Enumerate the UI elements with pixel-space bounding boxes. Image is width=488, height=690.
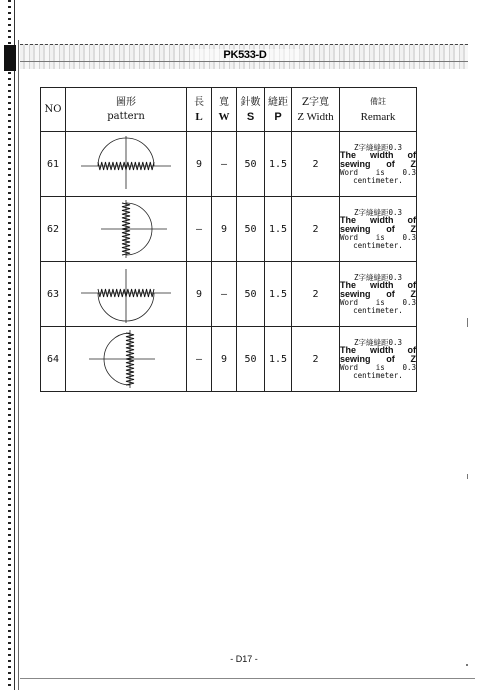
zwidth-value: 2: [292, 327, 340, 392]
col-header-remark: 備註 Remark: [340, 88, 417, 132]
pattern-cell: [66, 327, 187, 392]
binding-line: [14, 0, 15, 690]
page-binding-edge: [0, 0, 24, 690]
remark-text: Z字縫縫距0.3 The width of sewing of Z Word is 0.3 centimeter.: [340, 132, 417, 197]
stitch-spec-table: [40, 87, 417, 392]
pattern-cell: [66, 197, 187, 262]
col-header-pattern: 圖形 pattern: [66, 88, 187, 132]
table-row: [41, 262, 417, 327]
col-header-stitches: 針數 S: [237, 88, 265, 132]
remark-text: Z字縫縫距0.3 The width of sewing of Z Word is 0.3 centimeter.: [340, 262, 417, 327]
col-header-zwidth: Z字寬 Z Width: [292, 88, 340, 132]
col-header-no: NO: [41, 88, 66, 132]
binding-line: [18, 40, 19, 690]
pitch-value: 1.5: [265, 327, 292, 392]
scan-speck: [467, 318, 468, 327]
remark-text: Z字縫縫距0.3 The width of sewing of Z Word is 0.3 centimeter.: [340, 197, 417, 262]
row-number: 61: [41, 132, 66, 197]
binding-dots: [8, 0, 11, 690]
vertical-zigzag-right-half-circle-icon: [71, 198, 181, 260]
width-value: —: [212, 262, 237, 327]
horizontal-zigzag-top-half-circle-icon: [71, 133, 181, 195]
table-header-row: [41, 88, 417, 132]
stitches-value: 50: [237, 262, 265, 327]
row-number: 64: [41, 327, 66, 392]
horizontal-zigzag-bottom-half-circle-icon: [71, 263, 181, 325]
length-value: 9: [187, 262, 212, 327]
header-band: [20, 44, 468, 69]
width-value: —: [212, 132, 237, 197]
length-value: 9: [187, 132, 212, 197]
zwidth-value: 2: [292, 262, 340, 327]
row-number: 62: [41, 197, 66, 262]
col-header-length: 長 L: [187, 88, 212, 132]
table-row: [41, 197, 417, 262]
zwidth-value: 2: [292, 197, 340, 262]
row-number: 63: [41, 262, 66, 327]
width-value: 9: [212, 327, 237, 392]
header-underline: [20, 61, 468, 62]
pitch-value: 1.5: [265, 262, 292, 327]
length-value: —: [187, 327, 212, 392]
vertical-zigzag-left-half-circle-icon: [71, 328, 181, 390]
table-row: [41, 327, 417, 392]
pattern-cell: [66, 132, 187, 197]
stitches-value: 50: [237, 197, 265, 262]
model-title: PK533-D: [190, 49, 300, 61]
width-value: 9: [212, 197, 237, 262]
col-header-width: 寬 W: [212, 88, 237, 132]
col-header-pitch: 縫距 P: [265, 88, 292, 132]
stitches-value: 50: [237, 327, 265, 392]
zwidth-value: 2: [292, 132, 340, 197]
pattern-cell: [66, 262, 187, 327]
bottom-rule: [20, 678, 475, 679]
pitch-value: 1.5: [265, 132, 292, 197]
binding-tab-mark: [4, 45, 16, 71]
scan-speck: [466, 664, 468, 666]
scan-speck: [467, 474, 468, 479]
stitches-value: 50: [237, 132, 265, 197]
table-row: [41, 132, 417, 197]
page-number: - D17 -: [230, 654, 258, 664]
length-value: —: [187, 197, 212, 262]
pitch-value: 1.5: [265, 197, 292, 262]
remark-text: Z字縫縫距0.3 The width of sewing of Z Word is 0.3 centimeter.: [340, 327, 417, 392]
